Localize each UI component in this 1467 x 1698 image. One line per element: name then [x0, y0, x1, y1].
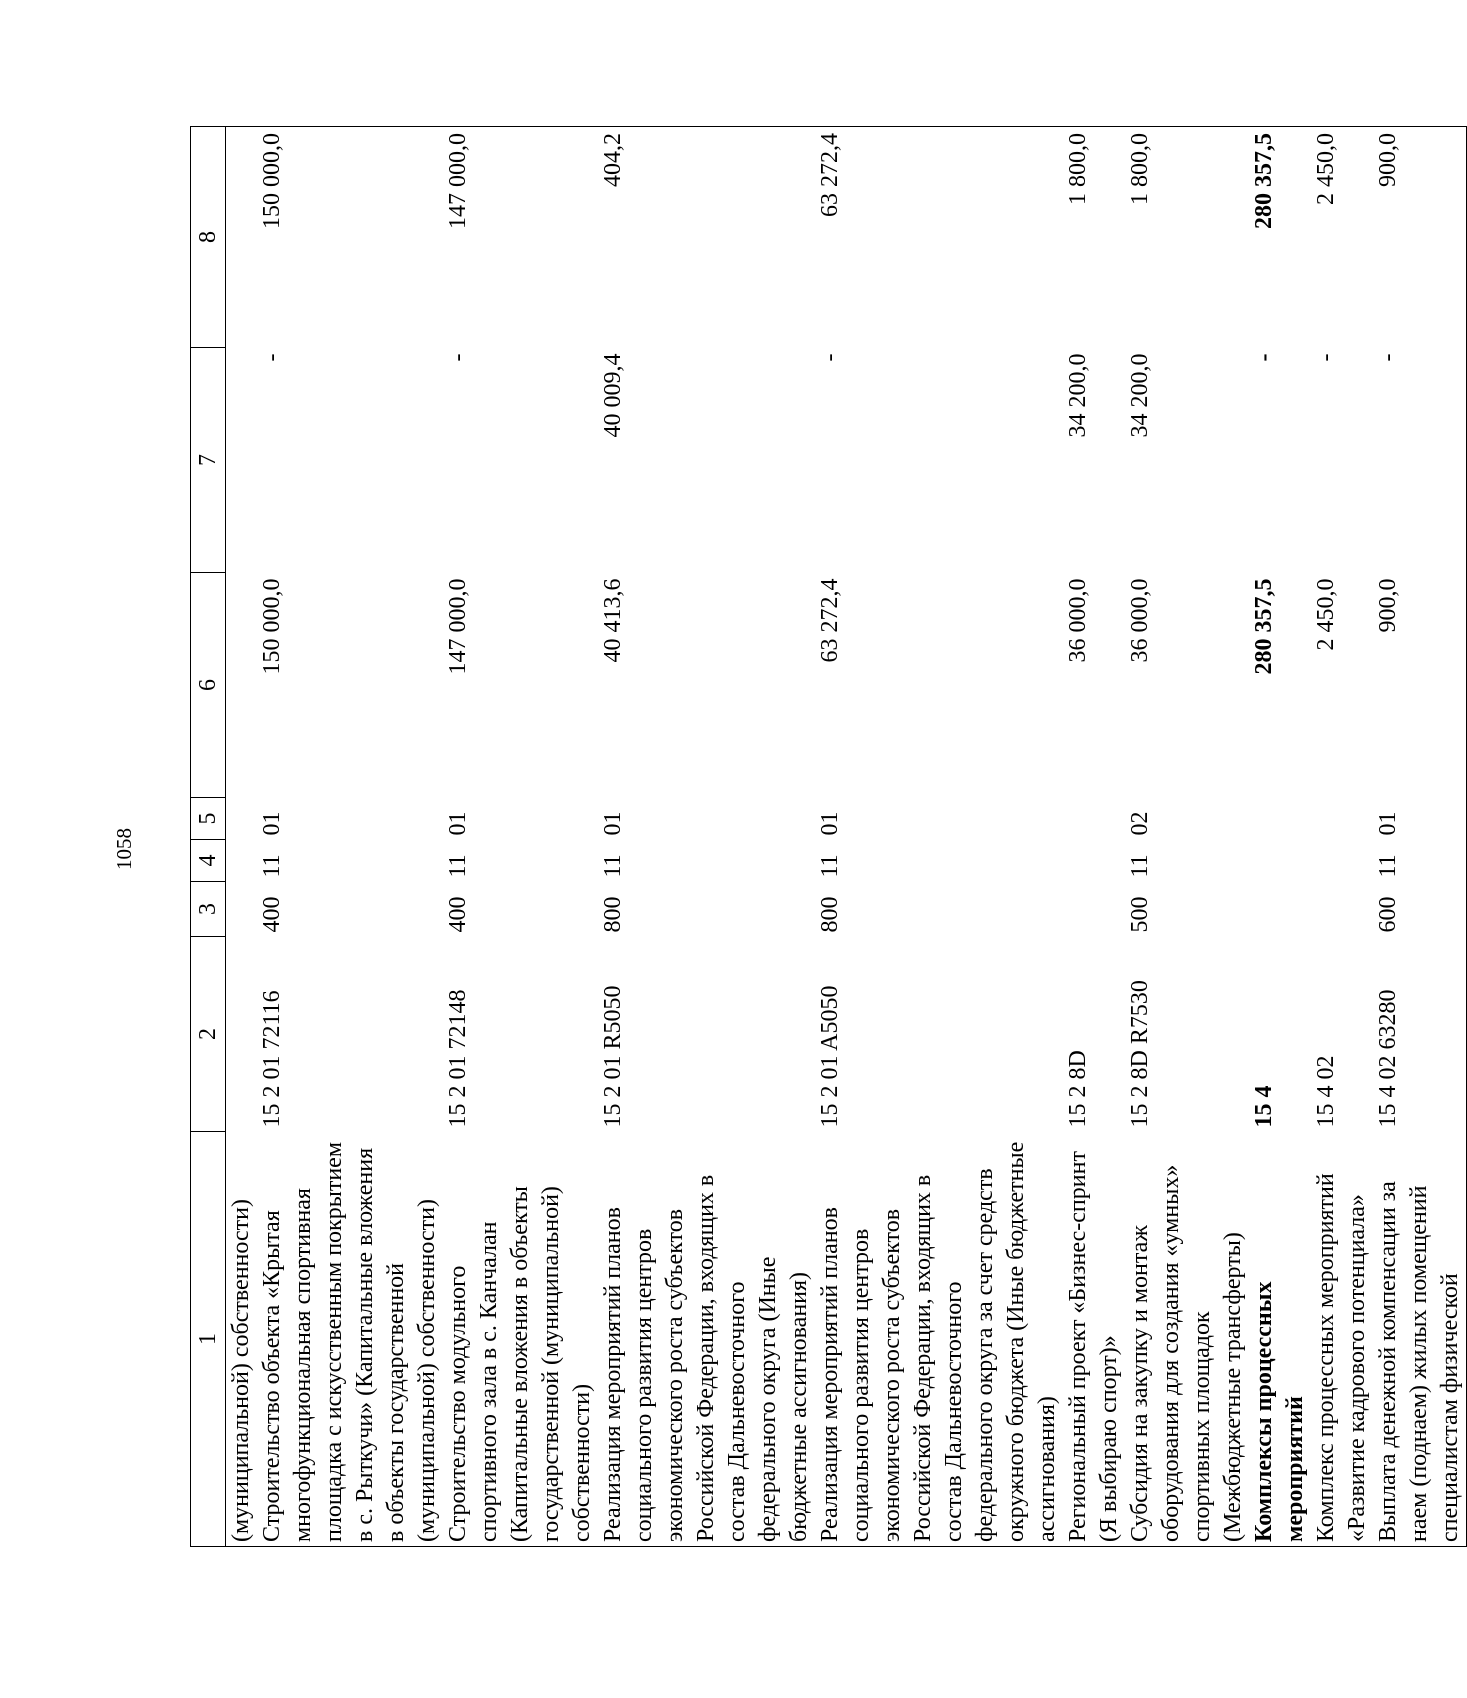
row-col7-cell: 34 200,0 [1127, 353, 1153, 438]
row-col6-cell: 280 357,5 [1251, 578, 1277, 675]
header-row [191, 127, 226, 1547]
row-col3-cell: 500 [1127, 896, 1153, 933]
table-row [1125, 127, 1249, 1547]
row-code-cell: 15 4 02 [1313, 1055, 1339, 1128]
row-code-cell: 15 2 01 A5050 [817, 985, 843, 1128]
row-col3-cell [226, 882, 258, 937]
row-col8-cell: 63 272,4 [815, 127, 1063, 348]
row-col8-cell: 1 800,0 [1125, 127, 1249, 348]
rotated-content [90, 89, 1463, 1609]
row-name-cell: Строительство объекта «Крытая многофункциональная спортивная площадка с искусственным покрытием в с. Рыткучи» (Капитальные вложения в объекты государственной (муниципальной) собственности) [257, 1132, 443, 1547]
table-row [1311, 127, 1373, 1547]
row-col7-cell: - [1313, 353, 1339, 362]
row-col6-cell: 2 450,0 [1313, 578, 1339, 651]
row-name-cell: Реализация мероприятий планов социального развития центров экономического роста субъектов Российской Федерации, входящих в состав Дальневосточного федерального округа (Иные бюджетные ассигнования) [598, 1132, 815, 1547]
row-col4-cell: 11 [817, 854, 843, 878]
row-col4-cell [226, 840, 258, 882]
column-header: 3 [191, 882, 226, 937]
table-row [443, 127, 598, 1547]
column-header: 4 [191, 840, 226, 882]
table-row [598, 127, 815, 1547]
row-col7-cell: - [259, 353, 285, 362]
table-row [1249, 127, 1311, 1547]
row-col8-cell: 147 000,0 [443, 127, 598, 348]
row-col3-cell: 600 [1373, 882, 1467, 937]
row-col5-cell [226, 798, 258, 840]
row-col7-cell: - [1373, 348, 1467, 573]
row-col6-cell: 900,0 [1373, 573, 1467, 798]
column-header: 5 [191, 798, 226, 840]
table-row [226, 127, 258, 1547]
row-col6-cell: 147 000,0 [445, 578, 471, 675]
row-name-cell: Комплексы процессных мероприятий [1249, 1132, 1311, 1547]
row-col7-cell: - [445, 353, 471, 362]
row-col5-cell: 01 [600, 811, 626, 836]
row-col7-cell: - [817, 353, 843, 362]
row-col8-cell: 2 450,0 [1311, 127, 1373, 348]
row-col6-cell: 40 413,6 [600, 578, 626, 663]
row-col3-cell [1311, 882, 1373, 937]
row-col4-cell [1063, 840, 1125, 882]
row-code-cell: 15 2 01 72116 [259, 990, 285, 1128]
row-code-cell: 15 2 01 R5050 [600, 985, 626, 1128]
row-code-cell [226, 937, 258, 1132]
row-col7-cell: - [1251, 353, 1277, 362]
column-header: 2 [191, 937, 226, 1132]
row-col5-cell [1249, 798, 1311, 840]
row-name-cell: Строительство модульного спортивного зала в с. Канчалан (Капитальные вложения в объекты государственной (муниципальной) собственности) [443, 1132, 598, 1547]
row-col4-cell: 11 [1373, 840, 1467, 882]
row-code-cell: 15 2 8D R7530 [1127, 980, 1153, 1128]
row-code-cell: 15 4 02 63280 [1373, 937, 1467, 1132]
row-col6-cell: 150 000,0 [259, 578, 285, 675]
budget-table [190, 126, 1467, 1547]
row-col7-cell: 34 200,0 [1065, 353, 1091, 438]
row-col3-cell: 400 [445, 896, 471, 933]
table-row [815, 127, 1063, 1547]
row-name-cell: Региональный проект «Бизнес-спринт (Я выбираю спорт)» [1063, 1132, 1125, 1547]
column-header: 1 [191, 1132, 226, 1547]
row-col4-cell: 11 [1127, 854, 1153, 878]
row-col6-cell: 36 000,0 [1065, 578, 1091, 663]
row-col8-cell: 150 000,0 [257, 127, 443, 348]
row-code-cell: 15 2 01 72148 [445, 989, 471, 1128]
row-col6-cell [226, 573, 258, 798]
column-header: 7 [191, 348, 226, 573]
row-col5-cell: 01 [445, 811, 471, 836]
row-col5-cell: 02 [1127, 811, 1153, 836]
row-col4-cell: 11 [445, 854, 471, 878]
row-col4-cell: 11 [600, 854, 626, 878]
row-col3-cell: 800 [817, 896, 843, 933]
column-header: 8 [191, 127, 226, 348]
row-col7-cell [226, 348, 258, 573]
table-row [1063, 127, 1125, 1547]
row-col5-cell: 01 [259, 811, 285, 836]
row-col6-cell: 36 000,0 [1127, 578, 1153, 663]
row-col3-cell [1249, 882, 1311, 937]
column-header: 6 [191, 573, 226, 798]
row-name-cell: Выплата денежной компенсации за наем (поднаем) жилых помещений специалистам физической [1373, 1132, 1467, 1547]
row-name-cell: Субсидия на закупку и монтаж оборудования для создания «умных» спортивных площадок (Межбюджетные трансферты) [1125, 1132, 1249, 1547]
row-name-cell: (муниципальной) собственности) [226, 1132, 258, 1547]
row-col6-cell: 63 272,4 [817, 578, 843, 663]
row-code-cell: 15 4 [1251, 1085, 1277, 1128]
row-col8-cell: 404,2 [598, 127, 815, 348]
table-row [257, 127, 443, 1547]
row-name-cell: Реализация мероприятий планов социального развития центров экономического роста субъектов Российской Федерации, входящих в состав Дальневосточного федерального округа за счет средств окружного бюджета (Иные бюджетные ассигнования) [815, 1132, 1063, 1547]
row-name-cell: Комплекс процессных мероприятий «Развитие кадрового потенциала» [1311, 1132, 1373, 1547]
table-row [1373, 127, 1467, 1547]
row-col4-cell [1311, 840, 1373, 882]
page-number: 1058 [112, 828, 136, 870]
row-col8-cell: 280 357,5 [1249, 127, 1311, 348]
row-col4-cell: 11 [259, 854, 285, 878]
row-col3-cell: 800 [600, 896, 626, 933]
row-col8-cell: 900,0 [1373, 127, 1467, 348]
row-col8-cell: 1 800,0 [1063, 127, 1125, 348]
row-col4-cell [1249, 840, 1311, 882]
row-col5-cell [1063, 798, 1125, 840]
row-col5-cell: 01 [1373, 798, 1467, 840]
row-col8-cell [226, 127, 258, 348]
row-col3-cell: 400 [259, 896, 285, 933]
row-code-cell: 15 2 8D [1065, 1050, 1091, 1128]
row-col3-cell [1063, 882, 1125, 937]
table-body [226, 127, 1467, 1547]
row-col5-cell: 01 [817, 811, 843, 836]
row-col7-cell: 40 009,4 [600, 353, 626, 438]
row-col5-cell [1311, 798, 1373, 840]
